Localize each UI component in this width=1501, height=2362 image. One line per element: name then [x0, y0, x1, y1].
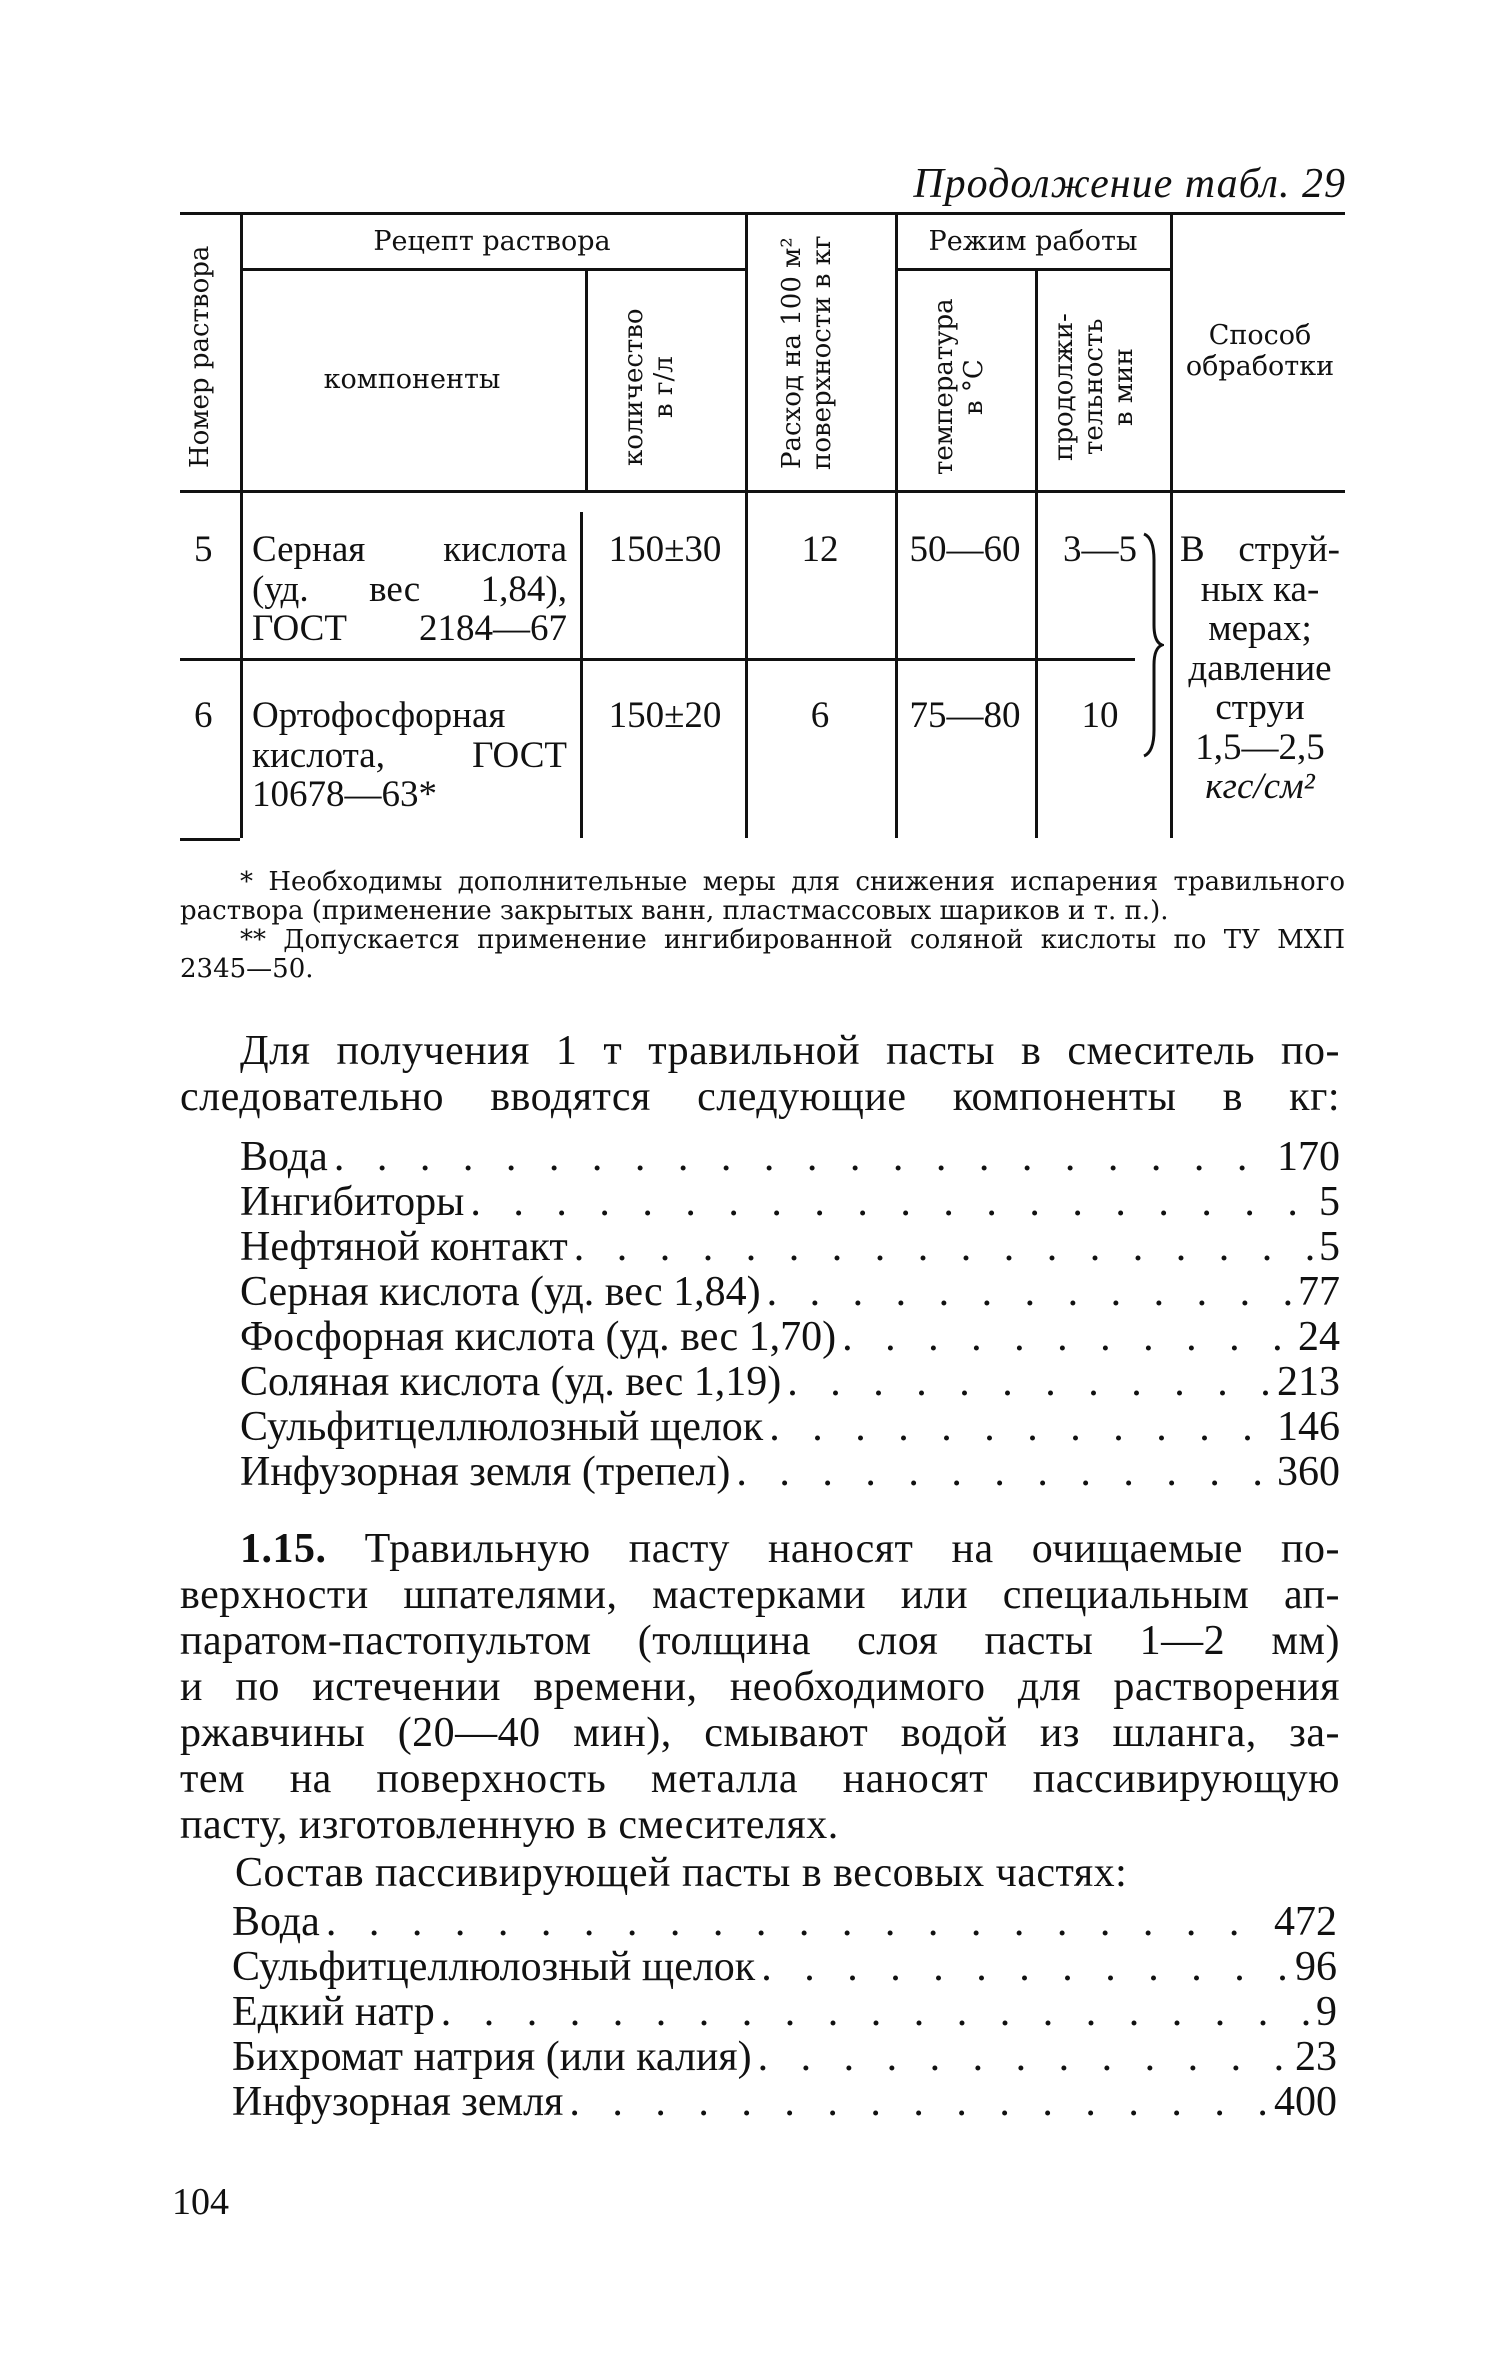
col-rule-2a	[585, 268, 588, 490]
table-caption: Продолжение табл. 29	[913, 161, 1346, 207]
component-cell	[252, 530, 567, 649]
header-method: Способ обработки	[1185, 320, 1335, 383]
section-1-15	[180, 1526, 1340, 1896]
method-line: ных ка-	[1200, 568, 1320, 610]
component-line: Ортофосфорная	[252, 695, 506, 736]
list-item: Сульфитцеллюлозный щелок . . . 96	[232, 1945, 1337, 1990]
passive-intro: Состав пассивирующей пасты в весовых частях:	[235, 1850, 1128, 1896]
section-line: и по истечении времени, необходимого для растворения	[180, 1664, 1340, 1710]
col-rule-1	[240, 212, 243, 838]
col-rule-2b	[580, 512, 583, 838]
header-temperature: температура в °С	[929, 298, 989, 476]
list-item: Нефтяной контакт . . . 5	[240, 1225, 1340, 1270]
footnote: * Необходимы дополнительные меры для снижения испарения травильного раствора (применение закрытых ванн, пластмассовых шариков и т. п.).	[180, 867, 1345, 927]
consumption-cell: 12	[801, 529, 839, 570]
component-line: (уд. вес 1,84),	[252, 568, 567, 610]
header-components: компоненты	[323, 364, 501, 395]
row-number: 5	[194, 529, 213, 570]
list-item: Серная кислота (уд. вес 1,84) . . . 77	[240, 1270, 1340, 1315]
section-line: тем на поверхность металла наносят пассивирующую	[180, 1756, 1340, 1802]
list-item: Соляная кислота (уд. вес 1,19) . . . 213	[240, 1360, 1340, 1405]
paste-intro-line: Для получения 1 т травильной пасты в смеситель по-	[240, 1028, 1340, 1074]
paste-intro	[180, 1028, 1340, 1120]
recipe-subrule	[240, 268, 745, 271]
brace-icon	[1140, 530, 1164, 760]
component-line: Серная кислота	[252, 529, 567, 570]
duration-cell: 10	[1081, 695, 1119, 736]
section-line: 1.15. Травильную пасту наносят на очищаемые по-	[240, 1526, 1340, 1572]
mode-subrule	[895, 268, 1170, 271]
duration-cell: 3—5	[1063, 529, 1137, 570]
list-item: Ингибиторы . . . 5	[240, 1180, 1340, 1225]
header-mode: Режим работы	[928, 226, 1138, 257]
col-rule-6	[1170, 212, 1173, 838]
section-line: паратом-пастопультом (толщина слоя пасты 1—2 мм)	[180, 1618, 1340, 1664]
list-item: Фосфорная кислота (уд. вес 1,70) . . . 24	[240, 1315, 1340, 1360]
passivating-paste-list	[232, 1900, 1337, 2125]
header-duration: продолжи- тельность в мин	[1049, 313, 1139, 461]
list-item: Бихромат натрия (или калия) . . . 23	[232, 2035, 1337, 2080]
list-item: Едкий натр . . . 9	[232, 1990, 1337, 2035]
paste-intro-line: следовательно вводятся следующие компоненты в кг:	[180, 1074, 1340, 1120]
component-line: ГОСТ 2184—67	[252, 608, 567, 650]
section-number: 1.15.	[240, 1526, 327, 1572]
section-line: верхности шпателями, мастерками или специальным ап-	[180, 1572, 1340, 1618]
list-item: Инфузорная земля . . . 400	[232, 2080, 1337, 2125]
consumption-cell: 6	[810, 695, 830, 736]
header-recipe: Рецепт раствора	[373, 226, 611, 257]
row-number: 6	[194, 695, 213, 736]
section-line: пасту, изготовленную в смесителях.	[180, 1802, 839, 1848]
section-line: ржавчины (20—40 мин), смывают водой из шланга, за-	[180, 1710, 1340, 1756]
list-item: Инфузорная земля (трепел) . . . 360	[240, 1450, 1340, 1495]
temperature-cell: 50—60	[909, 529, 1021, 570]
method-line: давление	[1188, 647, 1332, 689]
table-bottom-rule	[180, 838, 240, 841]
col-rule-3	[745, 212, 748, 838]
method-line: мерах;	[1208, 608, 1312, 650]
list-item: Сульфитцеллюлозный щелок . . . 146	[240, 1405, 1340, 1450]
method-line: кгс/см²	[1205, 766, 1315, 808]
method-line: струи	[1215, 687, 1305, 729]
component-line: 10678—63*	[252, 774, 437, 816]
row-separator	[180, 658, 1135, 661]
component-cell	[252, 696, 567, 815]
page-number: 104	[172, 2181, 229, 2223]
component-line: кислота, ГОСТ	[252, 734, 567, 776]
solutions-table	[180, 212, 1345, 852]
quantity-cell: 150±20	[608, 695, 722, 736]
method-cell	[1180, 530, 1340, 807]
col-rule-4	[895, 212, 898, 838]
method-line: В струй-	[1180, 529, 1340, 570]
col-rule-5	[1035, 268, 1038, 838]
list-item: Вода . . . 472	[232, 1900, 1337, 1945]
list-item: Вода . . . 170	[240, 1135, 1340, 1180]
pickling-paste-list	[240, 1135, 1340, 1495]
method-line: 1,5—2,5	[1195, 726, 1325, 768]
temperature-cell: 75—80	[909, 695, 1021, 736]
header-quantity: количество в г/л	[619, 308, 679, 466]
table-footnotes	[180, 868, 1345, 984]
footnote: ** Допускается применение ингибированной соляной кислоты по ТУ МХП 2345—50.	[180, 925, 1345, 985]
quantity-cell: 150±30	[608, 529, 722, 570]
header-consumption: Расход на 100 м² поверхности в кг	[777, 235, 837, 471]
header-number: Номер раствора	[185, 245, 215, 469]
